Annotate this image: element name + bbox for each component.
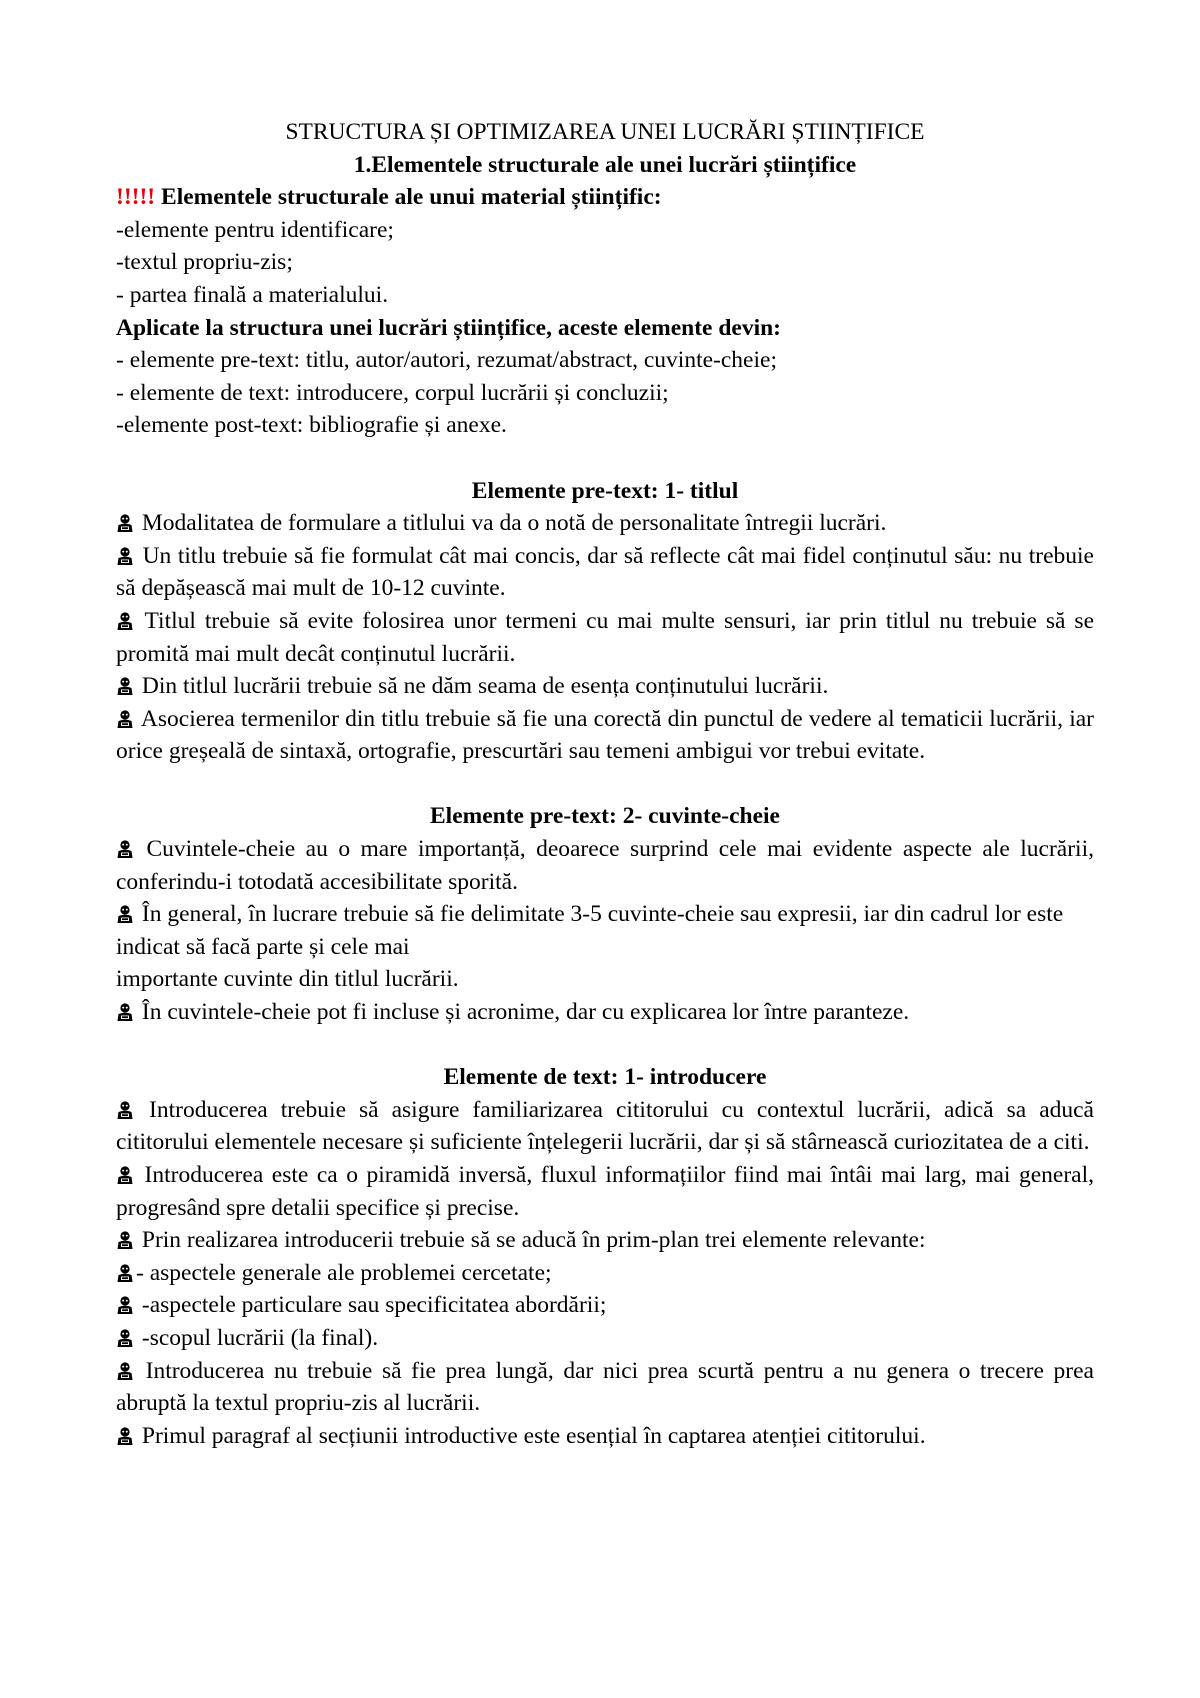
section-heading-titlul: Elemente pre-text: 1- titlul <box>471 477 739 504</box>
person-bullet-icon <box>116 839 134 859</box>
alert-marks: !!!!! <box>116 184 156 211</box>
person-bullet-icon <box>116 1295 134 1315</box>
bullet-paragraph: Primul paragraf al secțiunii introductive este esențial în captarea atenției cititorului. <box>116 1420 1094 1453</box>
list-item: - elemente de text: introducere, corpul lucrării și concluzii; <box>116 379 669 406</box>
list-item: -textul propriu-zis; <box>116 249 293 276</box>
person-bullet-icon <box>116 1361 134 1381</box>
bullet-paragraph: Introducerea trebuie să asigure familiarizarea cititorului cu contextul lucrării, adică sa aducă cititorului elementele necesare și suficiente înțelegerii lucrării, dar și să stârnească curiozitatea de a citi. <box>116 1096 1094 1156</box>
paragraph-continuation: importante cuvinte din titlul lucrării. <box>116 966 459 993</box>
bullet-paragraph: În general, în lucrare trebuie să fie delimitate 3-5 cuvinte-cheie sau expresii, iar din cadrul lor este indicat să facă parte și cele mai <box>116 901 1064 960</box>
person-bullet-icon <box>116 1165 134 1185</box>
section-heading-introducere: Elemente de text: 1- introducere <box>443 1064 767 1091</box>
person-bullet-icon <box>116 1263 134 1283</box>
person-bullet-icon <box>116 1100 134 1120</box>
bullet-paragraph: Un titlu trebuie să fie formulat cât mai concis, dar să reflecte cât mai fidel conținutul său: nu trebuie să depășească mai mult de 10-12 cuvinte. <box>116 542 1094 602</box>
bullet-paragraph: Introducerea nu trebuie să fie prea lungă, dar nici prea scurtă pentru a nu genera o trecere prea abruptă la textul propriu-zis al lucrării. <box>116 1357 1094 1417</box>
list-item: - partea finală a materialului. <box>116 281 389 308</box>
person-bullet-icon <box>116 1328 134 1348</box>
person-bullet-icon <box>116 1002 134 1022</box>
sub-bullet: -aspectele particulare sau specificitatea abordării; <box>116 1289 1094 1322</box>
person-bullet-icon <box>116 546 134 566</box>
list-item: -elemente pentru identificare; <box>116 216 394 243</box>
list-item: - elemente pre-text: titlu, autor/autori, rezumat/abstract, cuvinte-cheie; <box>116 347 777 374</box>
sub-bullet: - aspectele generale ale problemei cercetate; <box>116 1257 1094 1290</box>
document-subtitle: 1.Elementele structurale ale unei lucrări științifice <box>353 151 857 178</box>
document-title: STRUCTURA ȘI OPTIMIZAREA UNEI LUCRĂRI ȘTIINȚIFICE <box>285 119 925 145</box>
bullet-paragraph: Titlul trebuie să evite folosirea unor termeni cu mai multe sensuri, iar prin titlul nu trebuie să se promită mai mult decât conținutul lucrării. <box>116 607 1094 667</box>
document-page <box>116 116 1094 1452</box>
person-bullet-icon <box>116 611 134 631</box>
person-bullet-icon <box>116 513 134 533</box>
applied-heading: Aplicate la structura unei lucrări științifice, aceste elemente devin: <box>116 314 782 341</box>
bullet-paragraph: Prin realizarea introducerii trebuie să se aducă în prim-plan trei elemente relevante: <box>116 1224 1094 1257</box>
alert-text: Elementele structurale ale unui material științific: <box>155 184 662 211</box>
list-item: -elemente post-text: bibliografie și anexe. <box>116 412 507 439</box>
person-bullet-icon <box>116 1230 134 1250</box>
person-bullet-icon <box>116 1426 134 1446</box>
bullet-paragraph: Introducerea este ca o piramidă inversă, fluxul informațiilor fiind mai întâi mai larg, mai general, progresând spre detalii specifice și precise. <box>116 1162 1094 1221</box>
person-bullet-icon <box>116 709 134 729</box>
sub-bullet: -scopul lucrării (la final). <box>116 1322 1094 1355</box>
alert-line <box>116 181 1094 214</box>
bullet-paragraph: Din titlul lucrării trebuie să ne dăm seama de esența conținutului lucrării. <box>116 670 1094 703</box>
person-bullet-icon <box>116 904 134 924</box>
bullet-paragraph: În cuvintele-cheie pot fi incluse și acronime, dar cu explicarea lor între paranteze. <box>116 996 1094 1029</box>
section-heading-cuvinte-cheie: Elemente pre-text: 2- cuvinte-cheie <box>430 803 780 830</box>
bullet-paragraph: Modalitatea de formulare a titlului va da o notă de personalitate întregii lucrări. <box>116 507 1094 540</box>
person-bullet-icon <box>116 676 134 696</box>
bullet-paragraph: Asocierea termenilor din titlu trebuie să fie una corectă din punctul de vedere al tematicii lucrării, iar orice greșeală de sintaxă, ortografie, prescurtări sau temeni ambigui vor trebui evitate. <box>116 705 1094 765</box>
bullet-paragraph: Cuvintele-cheie au o mare importanță, deoarece surprind cele mai evidente aspecte ale lucrării, conferindu-i totodată accesibilitate sporită. <box>116 836 1094 895</box>
